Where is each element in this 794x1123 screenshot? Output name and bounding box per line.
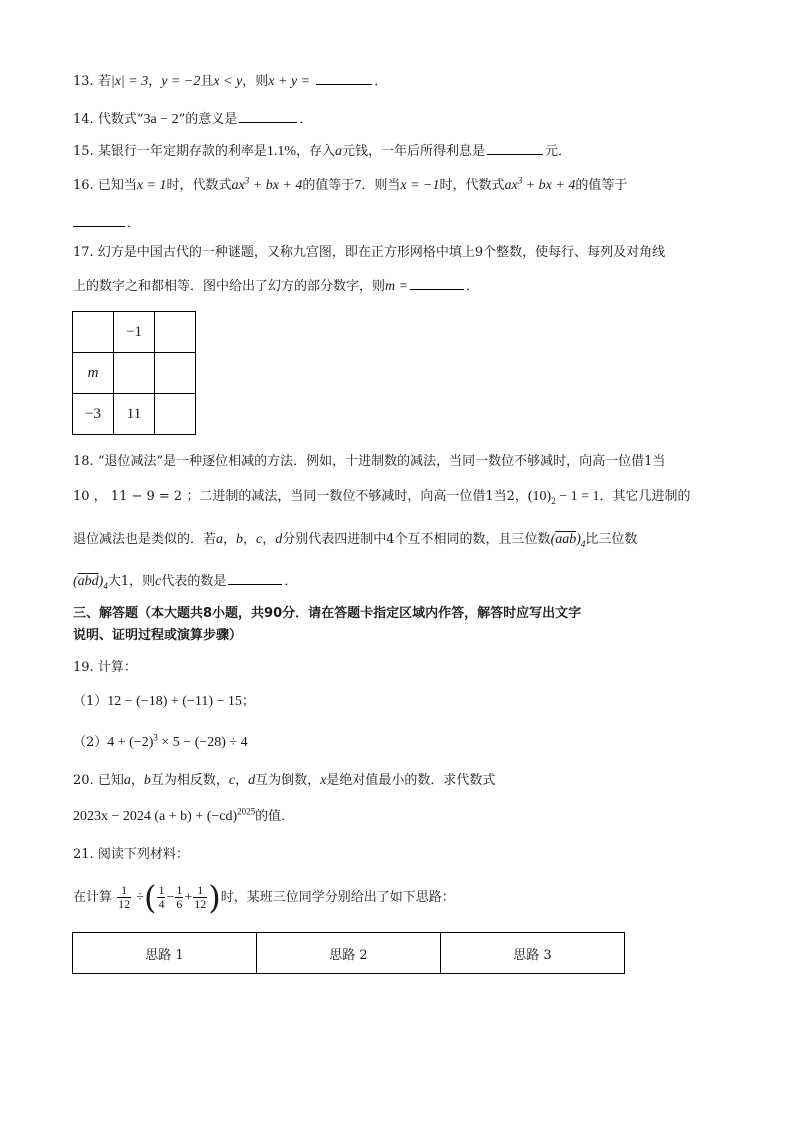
question-number: 20. [73, 773, 94, 788]
math-expression: |x| = 3 [110, 74, 149, 89]
question-16: 16. 已知当x = 1时，代数式$ax^3$ + bx + 4的值等于7．则当x = −1时，代数式$ax^3$ + bx + 4的值等于 [73, 175, 628, 193]
math-variable: a [335, 144, 343, 159]
question-20: 20. 已知a，b互为相反数，c，d互为倒数，x是绝对值最小的数．求代数式 [73, 773, 496, 788]
question-13: 13. 若|x| = 3，y = −2且x < y，则x + y = ． [73, 70, 387, 92]
fraction: $\frac{1}{12}$ [194, 883, 207, 911]
answer-blank[interactable] [487, 140, 543, 155]
math-expression: $ax^3$ + bx + 4 [504, 175, 576, 193]
ideas-header: 思路 3 [441, 933, 625, 974]
question-17-line-2: 上的数字之和都相等．图中给出了幻方的部分数字，则m = ． [73, 275, 479, 297]
question-18: 18. “退位减法”是一种逐位相减的方法．例如，十进制数的减法，当同一数位不够减时，向高一位借1当 [73, 454, 666, 469]
answer-blank[interactable] [228, 570, 282, 585]
magic-cell: m [73, 353, 114, 394]
question-number: 21. [73, 847, 94, 862]
question-19: 19. 计算： [73, 660, 137, 675]
question-19-part-2: $(2)4 + (-2)^3 \times 5 - (-28) \div 4$ [73, 732, 248, 750]
fraction: $\frac{1}{12}$ [118, 883, 131, 911]
question-number: 19. [73, 660, 94, 675]
question-number: 16. [73, 178, 94, 193]
answer-blank[interactable] [410, 275, 464, 290]
question-number: 15. [73, 144, 94, 159]
magic-square-grid [72, 311, 196, 435]
question-15: 15. 某银行一年定期存款的利率是1.1%，存入a元钱，一年后所得利息是 元． [73, 140, 571, 162]
question-19-part-1: （1）12 − (−18) + (−11) − 15； [73, 694, 255, 709]
question-14: 14. 代数式“3a − 2”的意义是 ． [73, 108, 312, 130]
math-expression: y = −2 [161, 74, 201, 89]
math-expression: x + y = [268, 74, 311, 89]
math-expression: $(\overline{abd})_4$ [73, 574, 108, 591]
question-18-line-4: $(\overline{abd})_4$大1，则c代表的数是 ． [73, 570, 297, 592]
question-number: 14. [73, 112, 94, 127]
ideas-header: 思路 2 [257, 933, 441, 974]
answer-blank[interactable] [239, 108, 297, 123]
ideas-table [72, 932, 625, 974]
magic-cell [155, 312, 196, 353]
question-number: 18. [73, 454, 94, 469]
magic-cell [73, 312, 114, 353]
math-expression: $4 + (-2)^3 \times 5 - (-28) \div 4$ [107, 732, 248, 750]
magic-cell: 11 [114, 394, 155, 435]
math-expression: $ax^3$ + bx + 4 [231, 175, 303, 193]
section-heading-line-2: 说明、证明过程或演算步骤） [73, 628, 243, 643]
math-expression: 2023x − 2024 $(a + b) + (-cd)^{2025}$ [73, 806, 256, 824]
fraction: $\frac{1}{4}$ [158, 883, 165, 911]
section-heading: 三、解答题（本大题共8小题，共90分．请在答题卡指定区域内作答，解答时应写出文字 [73, 606, 582, 621]
answer-blank[interactable] [316, 70, 372, 85]
ideas-header: 思路 1 [73, 933, 257, 974]
magic-cell [114, 353, 155, 394]
question-21-line-2: 在计算 $\frac{1}{12}$ ÷( $\frac{1}{4}$ − $\frac{1}{6}$ + $\frac{1}{12}$ )时，某班三位同学分别给出了如下思路： [73, 878, 455, 917]
question-17: 17. 幻方是中国古代的一种谜题，又称九宫图，即在正方形网格中填上9个整数，使每行、每列及对角线 [73, 245, 666, 260]
answer-blank[interactable] [73, 212, 125, 227]
magic-cell [155, 353, 196, 394]
question-number: 17. [73, 245, 94, 260]
magic-cell [155, 394, 196, 435]
question-16-continued: ． [73, 212, 140, 234]
question-21: 21. 阅读下列材料： [73, 847, 189, 862]
math-expression: $(\overline{aab})_4$ [550, 532, 586, 549]
question-number: 13. [73, 74, 94, 89]
math-expression: 3a − 2 [143, 112, 179, 127]
question-20-line-2: 2023x − 2024 $(a + b) + (-cd)^{2025}$的值． [73, 806, 295, 824]
magic-cell: −1 [114, 312, 155, 353]
math-expression: 12 − (−18) + (−11) − 15 [107, 694, 242, 709]
math-expression: m = [385, 279, 409, 294]
math-expression: x = −1 [400, 178, 440, 193]
math-expression: x < y [213, 74, 243, 89]
math-expression: 1.1% [266, 144, 297, 159]
math-expression: $(10)_2 - 1 = 1$ [527, 489, 600, 506]
magic-cell: −3 [73, 394, 114, 435]
question-18-line-2: 10 ， 11 − 9 = 2 ；二进制的减法，当同一数位不够减时，向高一位借1当2，$(10)_2 - 1 = 1$．其它几进制的 [73, 489, 691, 506]
question-18-line-3: 退位减法也是类似的．若a，b，c，d分别代表四进制中4个互不相同的数，且三位数$(\overline{aab})_4$比三位数 [73, 532, 638, 549]
math-expression: x = 1 [136, 178, 167, 193]
fraction: $\frac{1}{6}$ [176, 883, 183, 911]
